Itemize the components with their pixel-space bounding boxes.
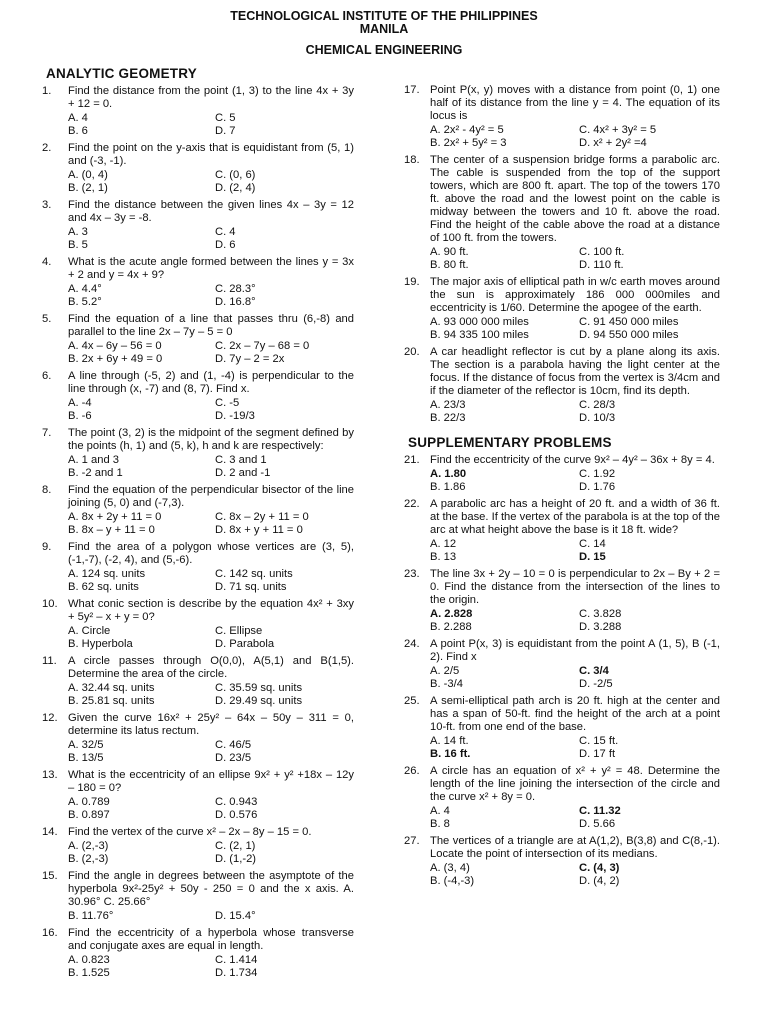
question-number: 13. bbox=[42, 769, 58, 781]
question-body bbox=[68, 85, 354, 138]
question-list-supplementary bbox=[404, 454, 720, 888]
answer-choices bbox=[68, 840, 354, 866]
section-title-supplementary: SUPPLEMENTARY PROBLEMS bbox=[408, 435, 612, 450]
answer-choice: A. (0, 4) bbox=[68, 169, 108, 181]
answer-choice: C. 0.943 bbox=[215, 796, 258, 808]
answer-choices bbox=[430, 665, 720, 691]
answer-choice: D. 2 and -1 bbox=[215, 467, 271, 479]
question-body bbox=[430, 695, 720, 761]
question-item bbox=[404, 568, 720, 634]
question-item bbox=[42, 427, 354, 480]
answer-choice: B. 5 bbox=[68, 239, 88, 251]
answer-choice: D. (4, 2) bbox=[579, 875, 620, 887]
answer-choices bbox=[430, 862, 720, 888]
question-text: A circle has an equation of x² + y² = 48. Determine the length of the line joining the intersection of the circle and the curve x² + 8y = 0. bbox=[430, 765, 720, 803]
question-body bbox=[430, 454, 720, 494]
answer-choice: B. -6 bbox=[68, 410, 92, 422]
question-text: A semi-elliptical path arch is 20 ft. high at the center and has a span of 50-ft. find the height of the arch at a point 10-ft. from one end of the base. bbox=[430, 695, 720, 733]
answer-choice: D. 1.76 bbox=[579, 481, 616, 493]
question-number: 10. bbox=[42, 598, 58, 610]
question-body bbox=[68, 484, 354, 537]
answer-choice: B. 13/5 bbox=[68, 752, 104, 764]
question-text: Find the angle in degrees between the asymptote of the hyperbola 9x²-25y² + 50y - 250 = 0 and the x axis. A. 30.96° C. 25.66° bbox=[68, 870, 354, 908]
answer-choice: D. 3.288 bbox=[579, 621, 622, 633]
answer-choice: B. -2 and 1 bbox=[68, 467, 123, 479]
answer-choices bbox=[68, 169, 354, 195]
question-item bbox=[42, 85, 354, 138]
question-number: 7. bbox=[42, 427, 52, 439]
answer-choice: A. (2,-3) bbox=[68, 840, 109, 852]
answer-choice: D. 17 ft bbox=[579, 748, 616, 760]
answer-choice: D. 6 bbox=[215, 239, 236, 251]
question-text: Given the curve 16x² + 25y² – 64x – 50y – 311 = 0, determine its latus rectum. bbox=[68, 712, 354, 737]
question-item bbox=[42, 870, 354, 923]
answer-choice: D. 0.576 bbox=[215, 809, 258, 821]
question-text: A line through (-5, 2) and (1, -4) is perpendicular to the line through (x, -7) and (8, 7). Find x. bbox=[68, 370, 354, 395]
answer-choice: A. 12 bbox=[430, 538, 457, 550]
question-body bbox=[430, 568, 720, 634]
question-number: 25. bbox=[404, 695, 420, 707]
answer-choice: D. (1,-2) bbox=[215, 853, 257, 865]
answer-choices bbox=[68, 682, 354, 708]
question-item bbox=[42, 313, 354, 366]
left-column bbox=[42, 66, 354, 984]
answer-choice: C. (0, 6) bbox=[215, 169, 256, 181]
question-number: 16. bbox=[42, 927, 58, 939]
city-name: MANILA bbox=[359, 22, 409, 36]
question-text: A car headlight reflector is cut by a plane along its axis. The section is a parabola having the light center at the focus. If the distance of focus from the vertex is 3/4cm and if the diameter of the reflector is 10cm, find its depth. bbox=[430, 346, 720, 397]
answer-choice: C. 15 ft. bbox=[579, 735, 619, 747]
answer-choices bbox=[430, 538, 720, 564]
question-list-left bbox=[42, 85, 354, 980]
answer-choice: D. x² + 2y² =4 bbox=[579, 137, 647, 149]
question-number: 2. bbox=[42, 142, 52, 154]
question-text: A parabolic arc has a height of 20 ft. and a width of 36 ft. at the base. If the vertex of the parabola is at the top of the arc at what height above the base is it 18 ft. wide? bbox=[430, 498, 720, 536]
question-body bbox=[430, 346, 720, 425]
answer-choice: A. 1.80 bbox=[430, 468, 467, 480]
answer-choice: B. 11.76° bbox=[68, 910, 114, 922]
answer-choice: B. 8x – y + 11 = 0 bbox=[68, 524, 155, 536]
answer-choice: C. Ellipse bbox=[215, 625, 263, 637]
question-text: What conic section is describe by the equation 4x² + 3xy + 5y² – x + y = 0? bbox=[68, 598, 354, 623]
answer-choice: A. -4 bbox=[68, 397, 92, 409]
answer-choice: C. 35.59 sq. units bbox=[215, 682, 303, 694]
question-item bbox=[42, 370, 354, 423]
question-item bbox=[42, 927, 354, 980]
answer-choice: C. 46/5 bbox=[215, 739, 252, 751]
answer-choice: B. 0.897 bbox=[68, 809, 110, 821]
question-body bbox=[68, 256, 354, 309]
answer-choice: A. (3, 4) bbox=[430, 862, 470, 874]
question-number: 18. bbox=[404, 154, 420, 166]
institute-name: TECHNOLOGICAL INSTITUTE OF THE PHILIPPINES bbox=[230, 9, 538, 23]
answer-choice: D. -19/3 bbox=[215, 410, 255, 422]
answer-choice: A. 4x – 6y – 56 = 0 bbox=[68, 340, 162, 352]
answer-choices bbox=[68, 340, 354, 366]
question-number: 4. bbox=[42, 256, 52, 268]
document-header bbox=[0, 10, 768, 57]
question-number: 27. bbox=[404, 835, 420, 847]
answer-choice: B. 2.288 bbox=[430, 621, 472, 633]
answer-choices bbox=[430, 805, 720, 831]
question-number: 11. bbox=[42, 655, 57, 667]
answer-choice: A. 1 and 3 bbox=[68, 454, 120, 466]
answer-choice: C. -5 bbox=[215, 397, 240, 409]
answer-choice: A. 14 ft. bbox=[430, 735, 469, 747]
answer-choice: D. 16.8° bbox=[215, 296, 256, 308]
answer-choice: C. 8x – 2y + 11 = 0 bbox=[215, 511, 309, 523]
question-item bbox=[42, 655, 354, 708]
answer-choice: B. 16 ft. bbox=[430, 748, 471, 760]
answer-choice: A. 2.828 bbox=[430, 608, 473, 620]
answer-choices bbox=[68, 568, 354, 594]
answer-choice: C. 3/4 bbox=[579, 665, 609, 677]
question-item bbox=[404, 154, 720, 272]
answer-choice: D. 94 550 000 miles bbox=[579, 329, 679, 341]
question-text: The major axis of elliptical path in w/c earth moves around the sun is approximately 186 000 000miles and eccentricity is 1/60. Determine the apogee of the earth. bbox=[430, 276, 720, 314]
answer-choice: A. 0.789 bbox=[68, 796, 110, 808]
question-item bbox=[404, 765, 720, 831]
question-number: 22. bbox=[404, 498, 420, 510]
question-body bbox=[430, 498, 720, 564]
question-item bbox=[42, 598, 354, 651]
answer-choice: D. 10/3 bbox=[579, 412, 616, 424]
question-item bbox=[42, 769, 354, 822]
answer-choice: D. 29.49 sq. units bbox=[215, 695, 303, 707]
answer-choice: B. 1.86 bbox=[430, 481, 466, 493]
answer-choices bbox=[68, 954, 354, 980]
answer-choice: B. (-4,-3) bbox=[430, 875, 475, 887]
question-text: Find the eccentricity of the curve 9x² – 4y² – 36x + 8y = 4. bbox=[430, 454, 715, 466]
question-text: A point P(x, 3) is equidistant from the point A (1, 5), B (-1, 2). Find x bbox=[430, 638, 720, 663]
answer-choice: C. 5 bbox=[215, 112, 236, 124]
answer-choice: C. 2x – 7y – 68 = 0 bbox=[215, 340, 310, 352]
answer-choice: C. 14 bbox=[579, 538, 606, 550]
answer-choice: D. 7 bbox=[215, 125, 236, 137]
answer-choices bbox=[430, 316, 720, 342]
question-text: A circle passes through O(0,0), A(5,1) and B(1,5). Determine the area of the circle. bbox=[68, 655, 354, 680]
answer-choice: C. 11.32 bbox=[579, 805, 621, 817]
answer-choice: D. 71 sq. units bbox=[215, 581, 287, 593]
question-item bbox=[42, 199, 354, 252]
answer-choice: C. 28.3° bbox=[215, 283, 256, 295]
question-body bbox=[68, 598, 354, 651]
question-body bbox=[430, 154, 720, 272]
question-number: 9. bbox=[42, 541, 52, 553]
question-item bbox=[404, 454, 720, 494]
question-body bbox=[68, 142, 354, 195]
question-body bbox=[68, 541, 354, 594]
answer-choices bbox=[68, 796, 354, 822]
answer-choices bbox=[68, 454, 354, 480]
answer-choice: C. 142 sq. units bbox=[215, 568, 293, 580]
question-item bbox=[42, 142, 354, 195]
answer-choice: D. -2/5 bbox=[579, 678, 613, 690]
question-number: 20. bbox=[404, 346, 420, 358]
answer-choices bbox=[68, 226, 354, 252]
answer-choice: C. 4x² + 3y² = 5 bbox=[579, 124, 657, 136]
question-number: 23. bbox=[404, 568, 420, 580]
answer-choice: B. 94 335 100 miles bbox=[430, 329, 529, 341]
question-number: 21. bbox=[404, 454, 420, 466]
answer-choice: B. 5.2° bbox=[68, 296, 102, 308]
question-item bbox=[42, 484, 354, 537]
question-number: 5. bbox=[42, 313, 52, 325]
answer-choices bbox=[68, 910, 354, 923]
question-item bbox=[404, 638, 720, 691]
question-number: 26. bbox=[404, 765, 420, 777]
answer-choice: A. 124 sq. units bbox=[68, 568, 146, 580]
answer-choice: A. 23/3 bbox=[430, 399, 466, 411]
question-text: Find the area of a polygon whose vertices are (3, 5), (-1,-7), (-2, 4), and (5,-6). bbox=[68, 541, 354, 566]
answer-choice: D. 15 bbox=[579, 551, 606, 563]
question-body bbox=[68, 826, 354, 866]
answer-choice: B. -3/4 bbox=[430, 678, 463, 690]
question-text: What is the eccentricity of an ellipse 9x² + y² +18x – 12y – 180 = 0? bbox=[68, 769, 354, 794]
answer-choice: D. 5.66 bbox=[579, 818, 616, 830]
question-text: What is the acute angle formed between the lines y = 3x + 2 and y = 4x + 9? bbox=[68, 256, 354, 281]
answer-choice: C. (2, 1) bbox=[215, 840, 256, 852]
answer-choice: A. 8x + 2y + 11 = 0 bbox=[68, 511, 162, 523]
question-text: Find the equation of the perpendicular bisector of the line joining (5, 0) and (-7,3). bbox=[68, 484, 354, 509]
question-body bbox=[430, 84, 720, 150]
answer-choice: B. 1.525 bbox=[68, 967, 110, 979]
answer-choice: B. 2x² + 5y² = 3 bbox=[430, 137, 507, 149]
answer-choice: B. 8 bbox=[430, 818, 450, 830]
answer-choice: C. (4, 3) bbox=[579, 862, 620, 874]
answer-choice: B. 6 bbox=[68, 125, 88, 137]
section-title-analytic: ANALYTIC GEOMETRY bbox=[46, 66, 197, 81]
question-body bbox=[68, 927, 354, 980]
question-body bbox=[430, 638, 720, 691]
question-number: 12. bbox=[42, 712, 58, 724]
answer-choices bbox=[68, 283, 354, 309]
answer-choice: A. 90 ft. bbox=[430, 246, 469, 258]
question-item bbox=[404, 276, 720, 342]
answer-choices bbox=[430, 246, 720, 272]
department-name: CHEMICAL ENGINEERING bbox=[305, 43, 463, 57]
answer-choice: D. 8x + y + 11 = 0 bbox=[215, 524, 303, 536]
answer-choice: C. 3 and 1 bbox=[215, 454, 267, 466]
answer-choice: C. 3.828 bbox=[579, 608, 622, 620]
answer-choice: D. 23/5 bbox=[215, 752, 252, 764]
answer-choice: B. (2,-3) bbox=[68, 853, 109, 865]
answer-choices bbox=[68, 112, 354, 138]
answer-choice: A. 4.4° bbox=[68, 283, 102, 295]
answer-choices bbox=[68, 739, 354, 765]
question-body bbox=[68, 712, 354, 765]
answer-choice: B. Hyperbola bbox=[68, 638, 133, 650]
question-item bbox=[42, 541, 354, 594]
question-body bbox=[68, 427, 354, 480]
question-number: 3. bbox=[42, 199, 52, 211]
answer-choice: A. Circle bbox=[68, 625, 111, 637]
answer-choice: A. 0.823 bbox=[68, 954, 110, 966]
question-text: Find the eccentricity of a hyperbola whose transverse and conjugate axes are equal in length. bbox=[68, 927, 354, 952]
answer-choice: D. 7y – 2 = 2x bbox=[215, 353, 285, 365]
answer-choice: B. 62 sq. units bbox=[68, 581, 139, 593]
question-number: 19. bbox=[404, 276, 420, 288]
answer-choice: D. Parabola bbox=[215, 638, 275, 650]
question-item bbox=[404, 346, 720, 425]
answer-choice: A. 32.44 sq. units bbox=[68, 682, 155, 694]
answer-choice: C. 91 450 000 miles bbox=[579, 316, 679, 328]
question-body bbox=[68, 370, 354, 423]
answer-choice: B. (2, 1) bbox=[68, 182, 108, 194]
answer-choice: C. 28/3 bbox=[579, 399, 616, 411]
answer-choice: A. 4 bbox=[68, 112, 88, 124]
question-item bbox=[42, 712, 354, 765]
answer-choices bbox=[430, 608, 720, 634]
question-item bbox=[42, 826, 354, 866]
question-text: Find the vertex of the curve x² – 2x – 8y – 15 = 0. bbox=[68, 826, 312, 838]
question-number: 17. bbox=[404, 84, 420, 96]
question-body bbox=[68, 655, 354, 708]
answer-choice: A. 2/5 bbox=[430, 665, 460, 677]
question-text: The point (3, 2) is the midpoint of the segment defined by the points (h, 1) and (5, k), h and k are respectively: bbox=[68, 427, 354, 452]
question-text: Find the distance from the point (1, 3) to the line 4x + 3y + 12 = 0. bbox=[68, 85, 354, 110]
question-item bbox=[404, 498, 720, 564]
answer-choice: B. 25.81 sq. units bbox=[68, 695, 155, 707]
question-number: 24. bbox=[404, 638, 420, 650]
question-body bbox=[430, 276, 720, 342]
answer-choice: C. 1.92 bbox=[579, 468, 616, 480]
answer-choices bbox=[430, 399, 720, 425]
answer-choices bbox=[68, 511, 354, 537]
question-body bbox=[430, 835, 720, 888]
answer-choices bbox=[430, 124, 720, 150]
answer-choice: A. 3 bbox=[68, 226, 88, 238]
question-item bbox=[42, 256, 354, 309]
answer-choice: A. 32/5 bbox=[68, 739, 104, 751]
answer-choice: C. 4 bbox=[215, 226, 236, 238]
question-item bbox=[404, 695, 720, 761]
question-text: Find the point on the y-axis that is equidistant from (5, 1) and (-3, -1). bbox=[68, 142, 354, 167]
question-text: Find the distance between the given lines 4x – 3y = 12 and 4x – 3y = -8. bbox=[68, 199, 354, 224]
question-text: The line 3x + 2y – 10 = 0 is perpendicular to 2x – By + 2 = 0. Find the distance from the intersection of the lines to the origin. bbox=[430, 568, 720, 606]
question-list-right bbox=[404, 84, 720, 425]
answer-choice: D. (2, 4) bbox=[215, 182, 256, 194]
right-column bbox=[404, 84, 720, 892]
answer-choice: B. 22/3 bbox=[430, 412, 466, 424]
answer-choice: D. 110 ft. bbox=[579, 259, 624, 271]
question-number: 1. bbox=[42, 85, 52, 97]
question-body bbox=[68, 870, 354, 923]
answer-choice: B. 80 ft. bbox=[430, 259, 469, 271]
answer-choices bbox=[430, 735, 720, 761]
question-text: The center of a suspension bridge forms a parabolic arc. The cable is suspended from the top of the support towers, which are 800 ft. apart. The top of the towers 170 ft. above the road and the lowest point on the cable is midway between the towers and 10 ft. above the road. Find the height of the cable above the road at a distance of 100 ft. from the towers. bbox=[430, 154, 720, 244]
answer-choice: C. 1.414 bbox=[215, 954, 258, 966]
question-text: Point P(x, y) moves with a distance from point (0, 1) one half of its distance from the line y = 4. The equation of its locus is bbox=[430, 84, 720, 122]
answer-choice: B. 13 bbox=[430, 551, 457, 563]
question-body bbox=[68, 769, 354, 822]
answer-choice: B. 2x + 6y + 49 = 0 bbox=[68, 353, 163, 365]
answer-choice: C. 100 ft. bbox=[579, 246, 625, 258]
question-text: Find the equation of a line that passes thru (6,-8) and parallel to the line 2x – 7y – 5 = 0 bbox=[68, 313, 354, 338]
answer-choices bbox=[430, 468, 720, 494]
question-body bbox=[68, 199, 354, 252]
answer-choices bbox=[68, 397, 354, 423]
question-number: 15. bbox=[42, 870, 58, 882]
answer-choices bbox=[68, 625, 354, 651]
answer-choice: D. 1.734 bbox=[215, 967, 258, 979]
answer-choice: A. 4 bbox=[430, 805, 450, 817]
answer-choice: D. 15.4° bbox=[215, 910, 256, 922]
question-body bbox=[68, 313, 354, 366]
question-body bbox=[430, 765, 720, 831]
question-text: The vertices of a triangle are at A(1,2), B(3,8) and C(8,-1). Locate the point of intersection of its medians. bbox=[430, 835, 720, 860]
question-number: 14. bbox=[42, 826, 58, 838]
question-item bbox=[404, 84, 720, 150]
question-number: 6. bbox=[42, 370, 52, 382]
answer-choice: A. 2x² - 4y² = 5 bbox=[430, 124, 504, 136]
answer-choice: A. 93 000 000 miles bbox=[430, 316, 529, 328]
question-item bbox=[404, 835, 720, 888]
question-number: 8. bbox=[42, 484, 52, 496]
